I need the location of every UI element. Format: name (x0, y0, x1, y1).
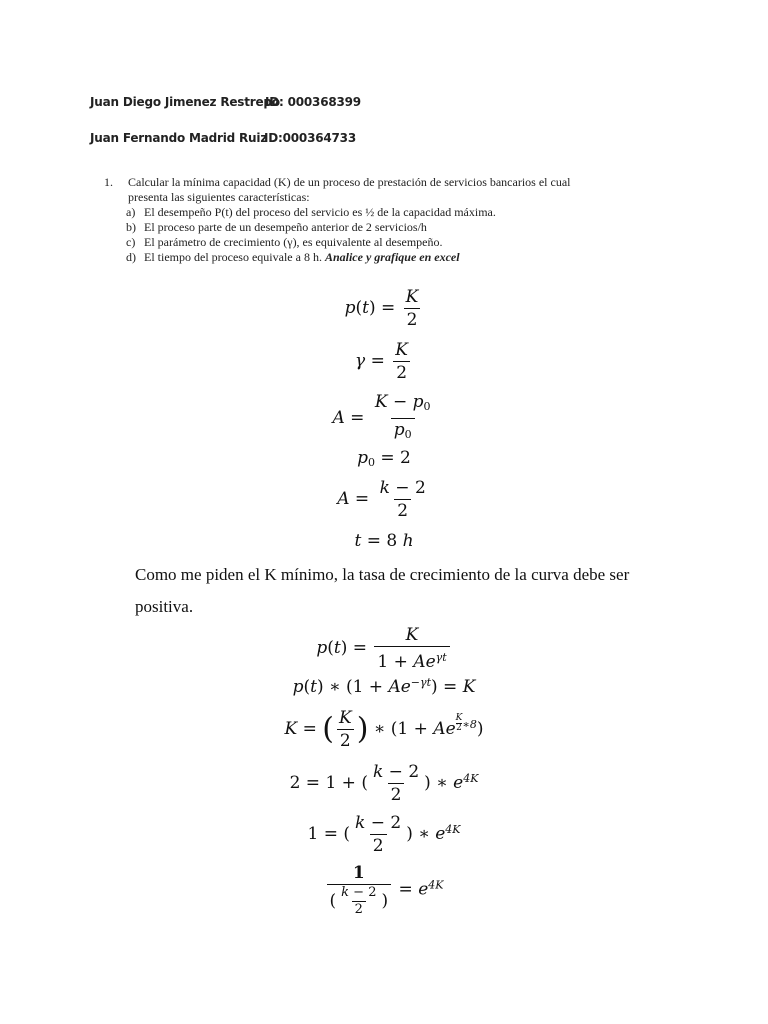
equation-pt-k2: p(t) = $\frac{K}{2}$ (0, 287, 768, 330)
author-name-2: Juan Fernando Madrid Ruiz (90, 131, 268, 145)
equation-a-value: A = $\frac{k - 2}{2}$ (337, 478, 426, 521)
equation-p0: $p_0 = 2$ (357, 448, 411, 469)
item-text: El desempeño P(t) del proceso del servicio es ½ de la capacidad máxima. (144, 205, 496, 219)
author-id-1: ID: 000368399 (265, 95, 361, 109)
equation-rearranged: p(t) ∗ $(1 + Ae^{-\gamma t}) = K$ (292, 676, 476, 697)
equation-logistic: p(t) = $\frac{K}{1 + Ae^{\gamma t}}$ (0, 625, 768, 672)
list-item-c (104, 235, 624, 250)
equation-gamma: γ = $\frac{K}{2}$ (0, 340, 768, 383)
item-text: El parámetro de crecimiento (γ), es equivalente al desempeño. (144, 235, 443, 249)
author-id-2: ID:000364733 (264, 131, 356, 145)
question-line-2 (104, 190, 624, 205)
paragraph-line-1: Como me piden el K mínimo, la tasa de crecimiento de la curva debe ser (135, 565, 630, 584)
list-item-d (104, 250, 624, 265)
question-number: 1. (104, 175, 113, 189)
question-block (104, 175, 624, 265)
item-text: El tiempo del proceso equivale a 8 h. (144, 250, 322, 264)
equation-reciprocal: 1 ( $\frac{k - 2}{2}$ ) = $e^{4K}$ (0, 863, 768, 917)
paragraph-line-2: positiva. (135, 597, 194, 616)
question-text-1: Calcular la mínima capacidad (K) de un proceso de prestación de servicios bancarios el cual (128, 175, 571, 189)
list-item-a (104, 205, 624, 220)
item-text: El proceso parte de un desempeño anterior de 2 servicios/h (144, 220, 427, 234)
item-letter: a) (126, 205, 136, 219)
item-letter: c) (126, 235, 136, 249)
question-line-1 (104, 175, 624, 190)
item-letter: b) (126, 220, 136, 234)
author-name-1: Juan Diego Jimenez Restrepo (90, 95, 280, 109)
item-letter: d) (126, 250, 136, 264)
item-emphasis: Analice y grafique en excel (324, 250, 460, 264)
equation-substituted: K = ( $\frac{K}{2}$ ) ∗ (1 + Ae $\frac{K}{2}$ $^{∗8}$) (284, 708, 484, 751)
equation-a-def: A = $\frac{K - p_0}{p_0}$ (0, 392, 768, 445)
equation-step-2: 2 = 1 + ( $\frac{k - 2}{2}$ ) ∗ $e^{4K}$ (289, 762, 479, 805)
question-text-2: presenta las siguientes características: (128, 190, 310, 204)
list-item-b (104, 220, 624, 235)
equation-step-1: 1 = ( $\frac{k - 2}{2}$ ) ∗ $e^{4K}$ (307, 813, 461, 856)
equation-time: t = 8 h (354, 531, 414, 551)
